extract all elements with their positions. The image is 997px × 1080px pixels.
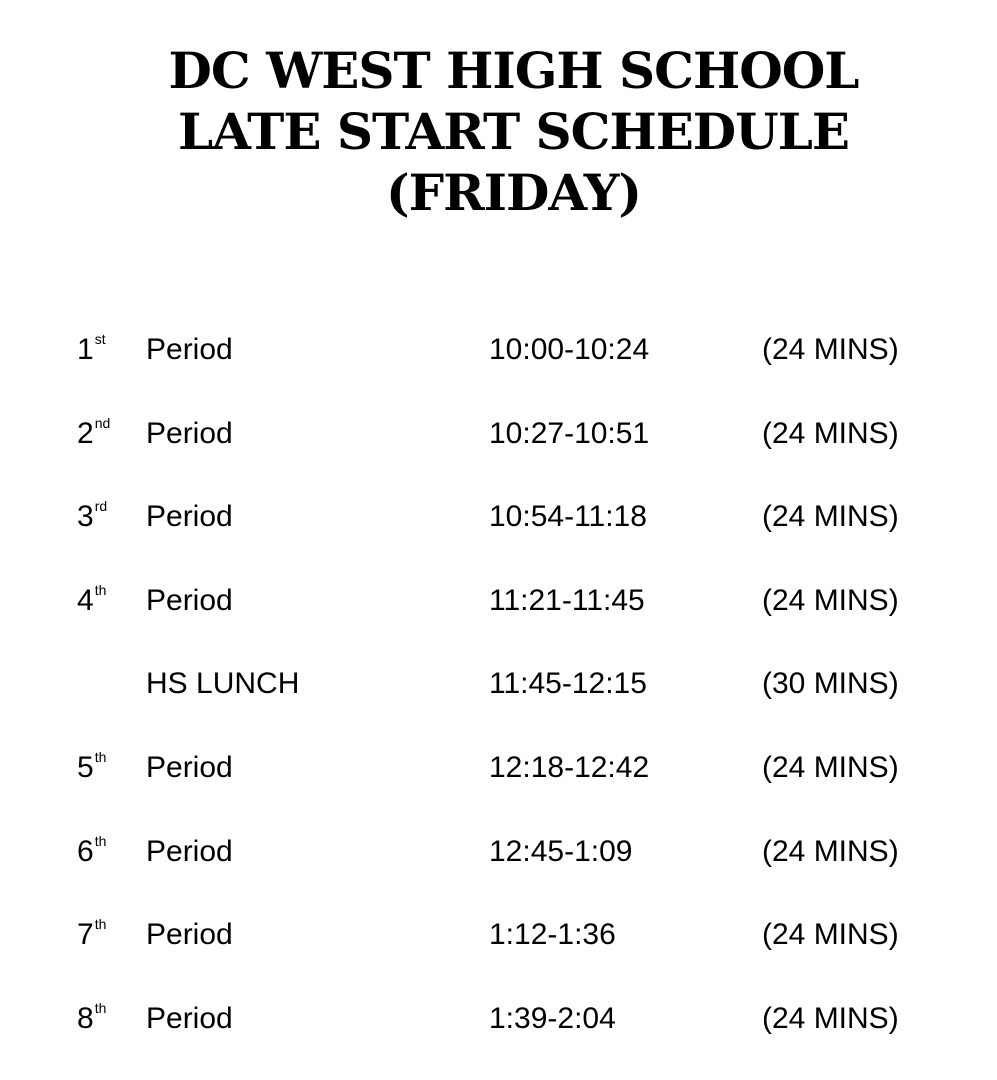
period-time: 1:12-1:36 [489, 918, 616, 952]
ordinal-suffix: th [94, 832, 107, 849]
period-label: Period [146, 834, 233, 868]
period-label: Period [146, 500, 233, 534]
ordinal-suffix: th [94, 748, 107, 765]
schedule-list [0, 322, 997, 1074]
ordinal-suffix: th [94, 916, 107, 933]
schedule-row-lunch [0, 656, 997, 740]
period-time: 10:54-11:18 [489, 500, 647, 534]
title-line-schedule: LATE START SCHEDULE [177, 102, 850, 161]
period-time: 1:39-2:04 [489, 1001, 616, 1035]
ordinal-suffix: th [94, 581, 107, 598]
period-number: 1st [77, 331, 106, 366]
period-time: 12:18-12:42 [489, 750, 650, 784]
schedule-row-period-6 [0, 824, 997, 908]
period-duration: (24 MINS) [762, 500, 899, 534]
period-label: Period [146, 333, 233, 366]
page-title [0, 40, 997, 223]
period-number: 6th [77, 832, 107, 868]
period-label: Period [146, 750, 233, 784]
lunch-duration: (30 MINS) [762, 667, 899, 701]
period-duration: (24 MINS) [762, 583, 899, 617]
lunch-label: HS LUNCH [146, 667, 300, 701]
period-duration: (24 MINS) [762, 333, 899, 366]
title-line-school: DC WEST HIGH SCHOOL [168, 41, 859, 100]
period-number: 5th [77, 748, 107, 784]
period-time: 10:00-10:24 [489, 333, 650, 366]
lunch-time: 11:45-12:15 [489, 667, 647, 701]
period-duration: (24 MINS) [762, 834, 899, 868]
period-duration: (24 MINS) [762, 750, 899, 784]
period-label: Period [146, 1001, 233, 1035]
schedule-row-period-2 [0, 406, 997, 490]
period-label: Period [146, 416, 233, 450]
schedule-row-period-5 [0, 740, 997, 824]
ordinal-suffix: nd [94, 414, 111, 431]
period-number: 4th [77, 581, 107, 617]
period-duration: (24 MINS) [762, 918, 899, 952]
period-duration: (24 MINS) [762, 416, 899, 450]
schedule-row-period-3 [0, 489, 997, 573]
schedule-row-period-1 [0, 322, 997, 406]
ordinal-suffix: rd [94, 498, 108, 515]
schedule-row-period-7 [0, 907, 997, 991]
ordinal-suffix: th [94, 999, 107, 1016]
period-label: Period [146, 583, 233, 617]
schedule-row-period-8 [0, 991, 997, 1075]
period-label: Period [146, 918, 233, 952]
period-number: 8th [77, 999, 107, 1035]
ordinal-suffix: st [94, 331, 106, 347]
period-time: 12:45-1:09 [489, 834, 633, 868]
schedule-row-period-4 [0, 573, 997, 657]
period-time: 10:27-10:51 [489, 416, 650, 450]
period-number: 7th [77, 916, 107, 952]
title-line-day: (FRIDAY) [385, 163, 642, 222]
period-duration: (24 MINS) [762, 1001, 899, 1035]
period-number: 2nd [77, 414, 111, 450]
period-number: 3rd [77, 498, 108, 534]
period-time: 11:21-11:45 [489, 583, 645, 617]
